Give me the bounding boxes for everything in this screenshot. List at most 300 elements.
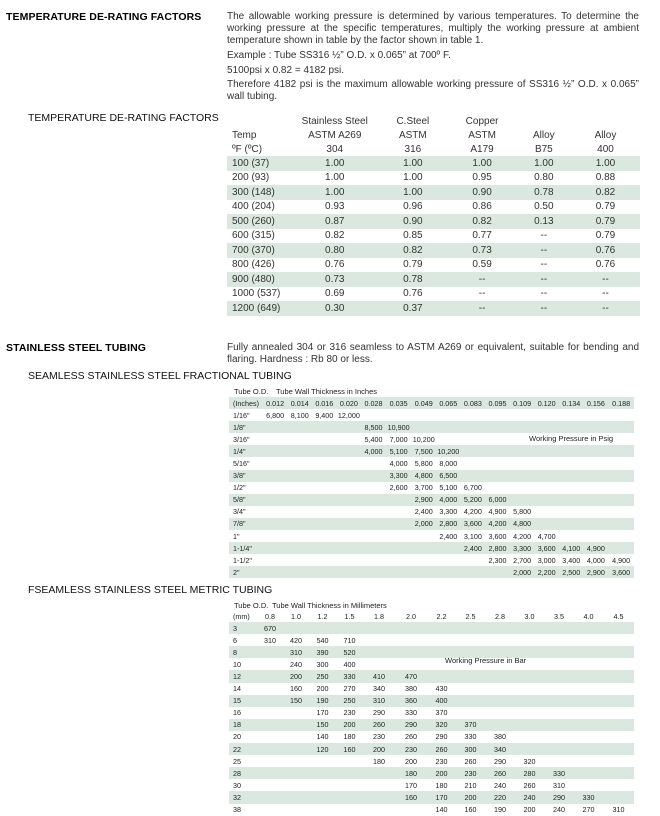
fractional-header-cell: 0.134 <box>559 397 584 409</box>
derating-cell: 0.86 <box>472 201 492 213</box>
metric-cell <box>456 695 485 707</box>
metric-cell <box>603 767 634 779</box>
derating-cell: 1.00 <box>325 172 345 184</box>
metric-cell <box>395 658 427 670</box>
fractional-cell <box>461 433 486 445</box>
metric-cell <box>257 743 283 755</box>
fractional-cell: 3,400 <box>562 555 581 565</box>
metric-cell: 140 <box>435 805 448 815</box>
fractional-cell <box>485 457 510 469</box>
metric-cell: 150 <box>283 695 309 707</box>
fractional-cell: 2,800 <box>485 542 510 554</box>
fractional-cell <box>337 482 362 494</box>
fractional-cell <box>608 445 634 457</box>
fractional-cell: 4,000 <box>436 494 461 506</box>
metric-cell <box>544 622 574 634</box>
metric-cell: 260 <box>464 756 477 766</box>
fractional-cell <box>337 421 362 433</box>
metric-cell: 240 <box>515 791 544 803</box>
fractional-cell <box>608 470 634 482</box>
fractional-cell: 10,200 <box>437 446 460 456</box>
metric-cell: 310 <box>612 805 625 815</box>
fractional-row-label: 1/2" <box>233 483 246 493</box>
metric-cell: 270 <box>582 805 595 815</box>
fractional-cell <box>386 494 412 506</box>
derating-row-label: 400 (204) <box>232 201 275 213</box>
metric-cell: 260 <box>363 719 395 731</box>
derating-cell: 0.80 <box>291 243 378 258</box>
fractional-cell: 4,000 <box>389 459 408 469</box>
fractional-cell <box>436 421 461 433</box>
metric-cell <box>427 670 456 682</box>
fractional-cell <box>608 421 634 433</box>
fractional-cell: 3,000 <box>537 555 556 565</box>
derating-cell: -- <box>447 301 516 316</box>
metric-cell <box>395 646 427 658</box>
derating-header-cell: Alloy <box>594 129 617 141</box>
metric-cell <box>603 695 634 707</box>
fractional-cell <box>312 445 337 457</box>
derating-row-label: 500 (260) <box>227 214 291 229</box>
fractional-cell <box>510 470 535 482</box>
fractional-header-cell: (Inches) <box>229 397 263 409</box>
fractional-cell <box>461 566 486 578</box>
fractional-cell <box>584 445 609 457</box>
metric-cell <box>603 670 634 682</box>
metric-cell: 320 <box>523 756 536 766</box>
metric-row <box>229 634 634 646</box>
derating-row <box>227 156 640 171</box>
metric-cell: 140 <box>316 732 329 742</box>
metric-cell <box>257 683 283 695</box>
metric-cell <box>544 658 574 670</box>
derating-header-cell: 400 <box>597 143 614 155</box>
derating-header-cell: ºF (ºC) <box>232 143 263 155</box>
metric-row-label: 14 <box>233 684 241 694</box>
metric-cell <box>544 670 574 682</box>
metric-header-cell: 0.8 <box>265 611 275 621</box>
metric-cell: 310 <box>264 635 276 645</box>
fractional-header-cell: 0.028 <box>361 397 386 409</box>
metric-cell: 300 <box>456 743 485 755</box>
fractional-cell: 6,000 <box>485 494 510 506</box>
metric-row-label: 6 <box>233 635 237 645</box>
metric-cell <box>485 719 515 731</box>
fractional-row-label: 1-1/2" <box>233 555 252 565</box>
metric-cell: 310 <box>553 780 565 790</box>
metric-cell: 160 <box>464 805 477 815</box>
derating-header-cell: Alloy <box>532 129 555 141</box>
metric-cell: 250 <box>309 670 336 682</box>
fractional-row <box>229 530 634 542</box>
fractional-cell: 3,300 <box>386 470 412 482</box>
fractional-cell: 7,500 <box>411 445 436 457</box>
metric-cell <box>574 767 603 779</box>
metric-cell <box>603 731 634 743</box>
derating-header-cell: ASTM <box>468 129 496 141</box>
metric-row <box>229 707 634 719</box>
derating-text <box>227 11 639 103</box>
fractional-cell: 4,000 <box>361 445 386 457</box>
fractional-cell: 2,300 <box>488 555 507 565</box>
fractional-cell: 3,300 <box>439 507 458 517</box>
metric-cell: 170 <box>427 791 456 803</box>
metric-cell <box>574 779 603 791</box>
metric-cell <box>603 622 634 634</box>
fractional-cell <box>584 494 609 506</box>
metric-cell <box>574 646 603 658</box>
metric-cell <box>456 707 485 719</box>
fractional-cell <box>361 482 386 494</box>
metric-cell <box>544 743 574 755</box>
fractional-cell <box>287 470 312 482</box>
derating-cell: -- <box>517 301 571 316</box>
fractional-cell: 4,000 <box>586 555 605 565</box>
metric-cell <box>336 791 363 803</box>
fractional-cell <box>534 421 559 433</box>
metric-cell: 220 <box>485 791 515 803</box>
derating-cell: 0.30 <box>291 301 378 316</box>
metric-cell <box>283 731 309 743</box>
metric-cell: 330 <box>464 732 477 742</box>
metric-cell: 710 <box>343 635 356 645</box>
metric-cell <box>485 683 515 695</box>
fractional-cell: 2,800 <box>436 518 461 530</box>
fractional-row-label: 3/16" <box>233 434 250 444</box>
metric-cell <box>283 719 309 731</box>
metric-cell: 250 <box>336 695 363 707</box>
derating-cell: -- <box>540 230 548 242</box>
metric-cell: 540 <box>316 635 329 645</box>
fractional-cell <box>386 566 412 578</box>
metric-cell <box>515 670 544 682</box>
metric-row <box>229 658 634 670</box>
fractional-cell <box>559 506 584 518</box>
metric-row-label: 12 <box>229 670 257 682</box>
metric-cell <box>283 755 309 767</box>
fractional-cell: 2,600 <box>389 483 408 493</box>
metric-cell <box>574 670 603 682</box>
metric-cell <box>603 779 634 791</box>
metric-cell <box>257 646 283 658</box>
fractional-cell <box>411 530 436 542</box>
fractional-cell <box>534 409 559 421</box>
fractional-cell <box>559 457 584 469</box>
metric-cell: 360 <box>395 695 427 707</box>
derating-cell: 0.76 <box>571 243 640 258</box>
metric-cell <box>544 683 574 695</box>
fractional-row <box>229 494 634 506</box>
fractional-header-cell: 0.035 <box>386 397 412 409</box>
metric-cell <box>363 622 395 634</box>
metric-row-label: 20 <box>233 732 241 742</box>
derating-cell: 0.85 <box>403 230 423 242</box>
fractional-cell <box>485 482 510 494</box>
fractional-cell <box>263 566 288 578</box>
fractional-cell <box>534 506 559 518</box>
derating-cell: 0.79 <box>403 259 423 271</box>
derating-cell: 0.87 <box>291 214 378 229</box>
metric-cell <box>257 755 283 767</box>
fractional-cell <box>263 470 288 482</box>
fractional-cell: 4,200 <box>513 531 532 541</box>
fractional-row-label: 3/4" <box>233 507 246 517</box>
metric-row <box>229 683 634 695</box>
metric-cell <box>363 791 395 803</box>
derating-cell: 0.79 <box>571 214 640 229</box>
metric-cell: 280 <box>515 767 544 779</box>
derating-header-cell: Stainless Steel <box>301 115 368 127</box>
metric-cell <box>395 622 427 634</box>
metric-cell: 310 <box>283 646 309 658</box>
derating-cell: 0.82 <box>447 214 516 229</box>
derating-row-label: 300 (148) <box>227 185 291 200</box>
metric-cell: 170 <box>316 708 329 718</box>
fractional-cell: 5,800 <box>414 459 433 469</box>
fractional-cell: 6,500 <box>436 470 461 482</box>
metric-cell <box>257 707 283 719</box>
metric-row <box>229 755 634 767</box>
metric-table <box>229 610 634 816</box>
derating-cell: 0.76 <box>325 259 345 271</box>
fractional-cell: 3,600 <box>608 566 634 578</box>
fractional-cell <box>263 494 288 506</box>
derating-header-cell <box>227 114 291 128</box>
metric-cell: 320 <box>427 719 456 731</box>
fractional-cell <box>337 518 362 530</box>
fractional-cell: 8,000 <box>439 459 458 469</box>
metric-cell <box>574 731 603 743</box>
metric-cell <box>363 767 395 779</box>
derating-cell: 0.90 <box>447 185 516 200</box>
derating-cell: 0.82 <box>378 243 447 258</box>
fractional-row-label: 1/4" <box>229 445 263 457</box>
metric-row <box>229 646 634 658</box>
derating-row-label: 600 (315) <box>232 230 275 242</box>
metric-cell <box>485 622 515 634</box>
fractional-cell <box>461 470 486 482</box>
fractional-header-cell: 0.049 <box>411 397 436 409</box>
derating-cell: 0.73 <box>291 272 378 287</box>
metric-cell: 200 <box>336 719 363 731</box>
metric-cell: 290 <box>544 791 574 803</box>
fractional-cell <box>263 554 288 566</box>
metric-cell <box>603 755 634 767</box>
metric-cell: 230 <box>395 743 427 755</box>
fractional-row-label: 1/16" <box>233 410 250 420</box>
fractional-cell <box>337 506 362 518</box>
metric-header-cell: 1.2 <box>317 611 328 621</box>
metric-cell: 430 <box>435 684 448 694</box>
derating-row-label: 1200 (649) <box>227 301 291 316</box>
derating-cell: 0.90 <box>378 214 447 229</box>
metric-cell <box>574 622 603 634</box>
metric-cell: 200 <box>363 743 395 755</box>
fractional-cell <box>337 530 362 542</box>
metric-cell: 290 <box>435 732 448 742</box>
metric-header-cell: 3.0 <box>524 611 535 621</box>
derating-row-label: 700 (370) <box>227 243 291 258</box>
metric-cell <box>544 707 574 719</box>
metric-cell: 190 <box>309 695 336 707</box>
derating-cell: 0.76 <box>403 288 423 300</box>
fractional-cell <box>436 409 461 421</box>
metric-header-cell: (mm) <box>233 611 250 621</box>
fractional-cell <box>534 518 559 530</box>
metric-row-label: 32 <box>229 791 257 803</box>
metric-cell: 420 <box>290 635 302 645</box>
fractional-cell <box>337 554 362 566</box>
metric-cell: 230 <box>373 732 385 742</box>
fractional-cell <box>287 542 312 554</box>
derating-cell: 0.79 <box>595 230 616 242</box>
derating-header-cell: C.Steel <box>396 115 430 127</box>
derating-cell: 0.88 <box>595 172 616 184</box>
metric-cell <box>257 791 283 803</box>
tubing-description: Fully annealed 304 or 316 seamless to ASTM A269 or equivalent, suitable for bending and flaring. Hardness : Rb 80 or less. <box>227 342 639 365</box>
metric-cell <box>456 634 485 646</box>
metric-cell <box>309 767 336 779</box>
fractional-cell <box>461 554 486 566</box>
metric-wall-label: Tube Wall Thickness in Millimeters <box>272 601 387 610</box>
metric-cell: 330 <box>544 767 574 779</box>
fractional-row <box>229 445 634 457</box>
metric-header-cell: 1.0 <box>291 611 301 621</box>
derating-cell: 0.76 <box>595 259 616 271</box>
derating-para-2: Example : Tube SS316 ½” O.D. x 0.065” at 700º F. <box>227 50 451 61</box>
metric-cell <box>574 634 603 646</box>
metric-cell <box>363 634 395 646</box>
metric-row-label: 25 <box>233 756 241 766</box>
fractional-cell <box>559 482 584 494</box>
fractional-cell <box>263 506 288 518</box>
metric-cell: 260 <box>427 743 456 755</box>
metric-cell: 180 <box>435 780 448 790</box>
derating-cell: 0.82 <box>571 185 640 200</box>
metric-cell: 670 <box>257 622 283 634</box>
metric-cell <box>603 646 634 658</box>
derating-cell: 1.00 <box>378 156 447 171</box>
metric-cell <box>257 731 283 743</box>
metric-cell <box>336 767 363 779</box>
fractional-cell <box>411 542 436 554</box>
fractional-cell: 7,000 <box>389 434 408 444</box>
metric-cell <box>574 658 603 670</box>
fractional-cell <box>312 433 337 445</box>
metric-header-row <box>229 610 634 622</box>
fractional-cell <box>559 518 584 530</box>
metric-cell: 200 <box>523 805 536 815</box>
fractional-cell <box>263 482 288 494</box>
fractional-cell <box>312 542 337 554</box>
derating-cell: 1.00 <box>378 185 447 200</box>
fractional-cell <box>436 554 461 566</box>
metric-cell: 380 <box>494 732 506 742</box>
fractional-cell <box>337 566 362 578</box>
metric-cell <box>485 707 515 719</box>
fractional-cell <box>534 457 559 469</box>
fractional-cell <box>559 530 584 542</box>
fractional-cell <box>287 433 312 445</box>
metric-cell <box>485 670 515 682</box>
fractional-cell <box>287 445 312 457</box>
fractional-cell <box>510 421 535 433</box>
fractional-cell: 4,900 <box>488 507 507 517</box>
derating-header-cell: 304 <box>326 143 344 155</box>
fractional-cell <box>361 494 386 506</box>
fractional-cell <box>534 470 559 482</box>
fractional-cell <box>287 457 312 469</box>
fractional-cell <box>510 409 535 421</box>
fractional-cell: 4,200 <box>463 507 482 517</box>
metric-cell <box>363 646 395 658</box>
metric-cell: 340 <box>485 743 515 755</box>
fractional-cell <box>337 457 362 469</box>
derating-cell: 0.50 <box>534 201 554 213</box>
metric-cell <box>515 695 544 707</box>
derating-cell: 1.00 <box>403 172 423 184</box>
metric-cell <box>574 755 603 767</box>
derating-row-label: 900 (480) <box>227 272 291 287</box>
fractional-cell <box>461 445 486 457</box>
metric-cell <box>257 804 283 816</box>
derating-cell: 1.00 <box>517 156 571 171</box>
fractional-cell: 9,400 <box>315 410 334 420</box>
metric-cell <box>544 731 574 743</box>
fractional-row <box>229 482 634 494</box>
metric-cell <box>515 743 544 755</box>
fractional-row <box>229 542 634 554</box>
fractional-cell <box>608 518 634 530</box>
derating-row <box>227 243 640 258</box>
derating-cell: 1.00 <box>447 156 516 171</box>
metric-row <box>229 767 634 779</box>
metric-cell <box>544 719 574 731</box>
fractional-cell <box>461 421 486 433</box>
derating-cell: 0.80 <box>534 172 554 184</box>
derating-row <box>227 229 640 244</box>
metric-row-label: 10 <box>233 659 241 669</box>
fractional-od-label: Tube O.D. <box>234 387 269 396</box>
metric-cell <box>395 634 427 646</box>
fractional-cell: 2,000 <box>411 518 436 530</box>
fractional-cell <box>386 554 412 566</box>
fractional-cell: 2,400 <box>439 531 458 541</box>
metric-header-cell: 2.2 <box>436 611 447 621</box>
fractional-cell <box>485 421 510 433</box>
metric-row-label: 15 <box>229 695 257 707</box>
fractional-cell <box>411 409 436 421</box>
fractional-cell <box>361 554 386 566</box>
fractional-cell <box>263 542 288 554</box>
fractional-row-label: 1" <box>233 531 240 541</box>
fractional-cell: 4,700 <box>537 531 556 541</box>
metric-cell <box>574 743 603 755</box>
fractional-cell: 4,800 <box>510 518 535 530</box>
fractional-cell <box>559 445 584 457</box>
fractional-cell <box>534 445 559 457</box>
metric-row <box>229 695 634 707</box>
derating-cell: -- <box>517 243 571 258</box>
fractional-cell: 3,600 <box>534 542 559 554</box>
metric-cell: 200 <box>316 684 329 694</box>
metric-cell <box>574 695 603 707</box>
metric-cell: 200 <box>427 767 456 779</box>
fractional-header-row <box>229 397 634 409</box>
metric-row <box>229 779 634 791</box>
derating-cell: 1.00 <box>571 156 640 171</box>
fractional-cell <box>263 518 288 530</box>
